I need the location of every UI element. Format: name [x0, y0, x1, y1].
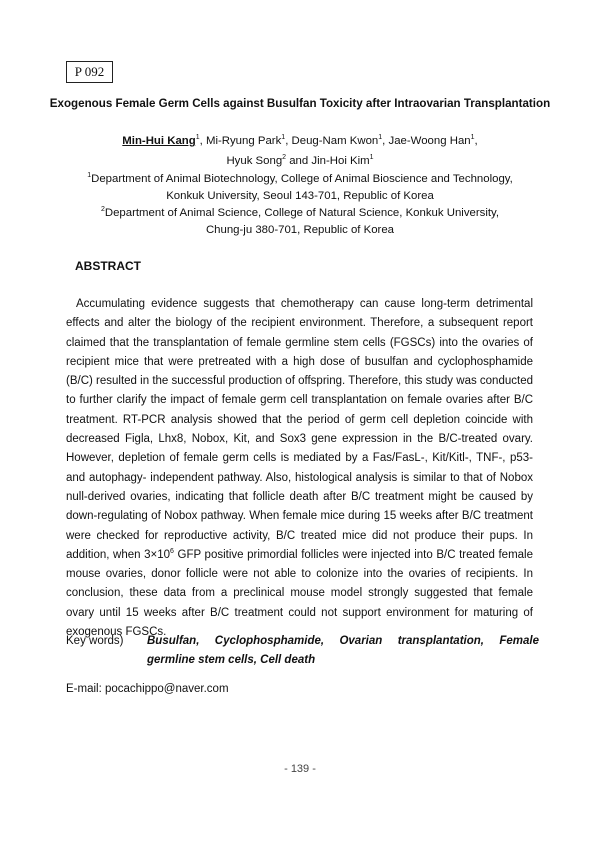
author: Jae-Woong Han — [388, 135, 471, 147]
author-sup: 1 — [378, 134, 383, 141]
keywords-list: Busulfan, Cyclophosphamide, Ovarian transplantation, Female germline stem cells, Cell death — [147, 635, 539, 666]
email-label: E-mail: — [66, 683, 102, 695]
affiliation-sup: 1 — [87, 172, 92, 179]
abstract-text-part-2: GFP positive primordial follicles were injected into B/C treated female mouse ovaries, donor follicle were not able to colonize into the ovaries of recipients. In conclusion, these data from a preclinical mouse model strongly suggested that female ovary until 15 weeks after B/C treatment could not support environment for maturing of exogenous FGSCs. — [66, 548, 533, 639]
abstract-code: P 092 — [74, 64, 105, 79]
author: Deug-Nam Kwon — [291, 135, 379, 147]
author-sup: 1 — [470, 134, 475, 141]
affiliation-2-line-2 — [0, 220, 600, 240]
author-line-2: Hyuk Song$^2$ and Jin-Hoi Kim$^1$ — [226, 154, 374, 167]
abstract-body — [66, 295, 533, 642]
email-line — [66, 683, 229, 695]
author-line-1: Min-Hui Kang$^1$, Mi-Ryung Park$^1$, Deug-Nam Kwon$^1$, Jae-Woong Han$^1$, — [122, 134, 478, 147]
abstract-text-part-1: Accumulating evidence suggests that chemotherapy can cause long-term detrimental effects and alter the biology of the recipient environment. Therefore, a subsequent report claimed that the transplantation of female germline stem cells (FGSCs) into the ovaries of recipient mice that were pretreated with a high dose of busulfan and cyclophosphamide (B/C) resulted in the successful production of offspring. Therefore, this study was conducted to further clarify the impact of female germ cell transplantation on female ovaries after B/C treatment. RT-PCR analysis showed that the period of germ cell depletion coincide with decreased Figla, Lhx8, Nobox, Kit, and Sox3 gene expression in the B/C-treated ovary. However, depletion of female germ cells is mediated by a Fas/FasL-, Kit/Kitl-, TNF-, p53- and autophagy- independent pathway. Also, histological analysis is similar to that of Nobox null-derived ovaries, indicating that follicle death after B/C treatment might be caused by down-regulating of Nobox pathway. When female mice during 15 weeks after B/C treatment were checked for reproductive activity, B/C treated mice did not produce their pups. In addition, when 3×10 — [66, 298, 533, 561]
paper-title: Exogenous Female Germ Cells against Busulfan Toxicity after Intraovarian Transplantation — [49, 97, 551, 110]
affiliation-text: Chung-ju 380-701, Republic of Korea — [205, 224, 395, 236]
author: Jin-Hoi Kim — [311, 155, 370, 167]
abstract-heading: ABSTRACT — [75, 259, 141, 273]
author-sup: 2 — [282, 154, 287, 161]
author: Hyuk Song — [226, 155, 283, 167]
email-address: pocachippo@naver.com — [104, 683, 229, 695]
affiliation-text: Konkuk University, Seoul 143-701, Republic of Korea — [166, 190, 434, 202]
affiliation-text: Department of Animal Biotechnology, College of Animal Bioscience and Technology, — [91, 173, 513, 185]
keywords-label: Key words) — [66, 635, 124, 647]
author-sup: 1 — [281, 134, 286, 141]
author-sup: 1 — [195, 134, 200, 141]
author: Mi-Ryung Park — [205, 135, 282, 147]
page-number: - 139 - — [284, 763, 316, 775]
affiliation-text: Department of Animal Science, College of Natural Science, Konkuk University, — [104, 207, 500, 219]
author-sup: 1 — [369, 154, 374, 161]
abstract-exponent: 6 — [170, 547, 174, 555]
presenting-author: Min-Hui Kang — [122, 135, 196, 147]
affiliation-sup: 2 — [100, 206, 105, 213]
abstract-code-box — [66, 61, 113, 83]
